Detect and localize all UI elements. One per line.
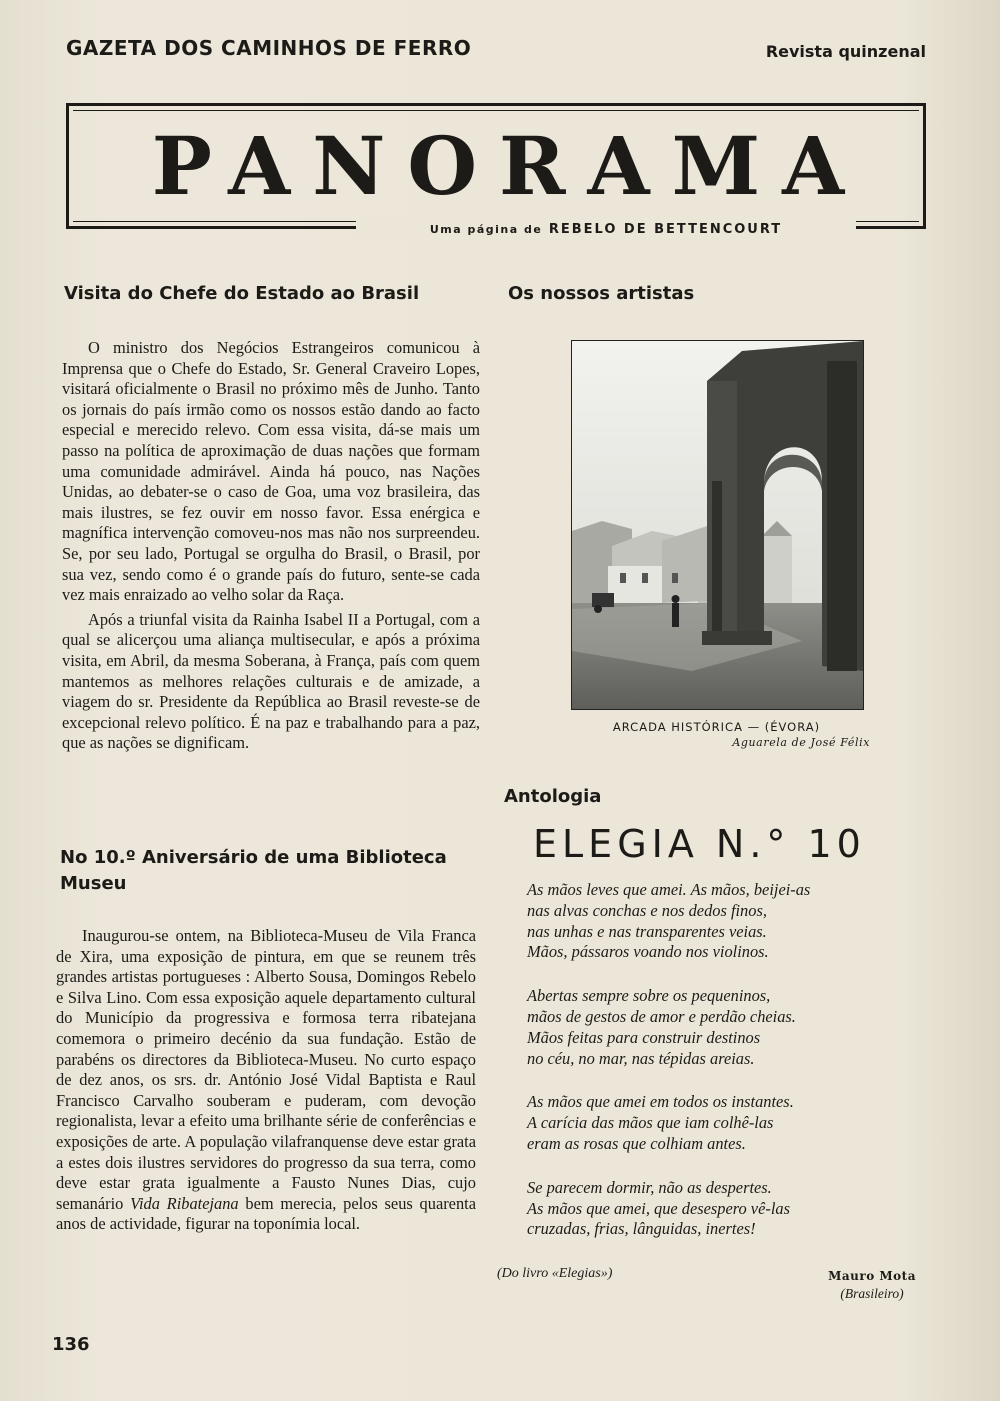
artists-heading: Os nossos artistas xyxy=(508,283,695,304)
poem-line: Mãos, pássaros voando nos violinos. xyxy=(527,942,769,962)
paragraph-text: Inaugurou-se ontem, na Biblioteca-Museu de Vila Franca de Xira, uma exposição de pintura, em que se reunem três grandes artistas portugueses : Alberto Sousa, Domingos Rebelo e Silva Lino. Com essa exposição aquele departamento cultural do Município da progressiva e formosa terra ribatejana comemora o primeiro decénio da sua fundação. Estão de parabéns os directores da Biblioteca-Museu. No curto espaço de dez anos, os srs. dr. António José Vidal Baptista e Raul Francisco Carvalho souberam e puderam, com devoção regionalista, levar a efeito uma brilhante série de conferências e exposições de arte. A população vilafranquense deve estar grata a estes dois ilustres servidores do progresso da sua terra, como deve estar grata igualmente a Fausto Nunes Dias, cujo semanário xyxy=(56,926,476,1213)
poem-line: mãos de gestos de amor e perdão cheias. xyxy=(527,1006,796,1026)
article-body-library xyxy=(56,926,476,1235)
poem-stanza xyxy=(527,880,907,963)
poem-line: Abertas sempre sobre os pequeninos, xyxy=(527,986,771,1006)
masthead-byline-rule xyxy=(70,220,926,240)
poem-line: nas alvas conchas e nos dedos finos, xyxy=(527,900,767,920)
article-paragraph xyxy=(56,926,476,1235)
article-paragraph: O ministro dos Negócios Estrangeiros comunicou à Imprensa que o Chefe do Estado, Sr. General Craveiro Lopes, visitará oficialmente o Brasil no próximo mês de Junho. Tanto os jornais do país irmão como os nossos estão dando ao facto especial e merecido relevo. Com essa visita, dá-se mais um passo na política de aproximação de duas nações que formam uma comunidade admirável. Ainda há pouco, nas Nações Unidas, ao debater-se o caso de Goa, uma voz brasileira, das mais ilustres, se fez ouvir em nosso favor. Essa enérgica e magnífica intervenção comoveu-nos mas não nos surpreendeu. Se, por seu lado, Portugal se orgulha do Brasil, o Brasil, por sua vez, sendo como é o grande país do futuro, sente-se cada vez mais enraizado ao velho solar da Raça. xyxy=(62,338,480,605)
poem-line: eram as rosas que colhiam antes. xyxy=(527,1133,746,1153)
poem-stanza xyxy=(527,1178,907,1240)
poem-line: Mãos feitas para construir destinos xyxy=(527,1027,761,1047)
paragraph-text: bem merecia, pelos seus quarenta anos de actividade, figurar na toponímia local. xyxy=(56,1193,476,1234)
byline-prefix: Uma página de xyxy=(429,223,543,236)
poem-line: As mãos que amei em todos os instantes. xyxy=(527,1092,794,1112)
poem-line: As mãos que amei, que desespero vê-las xyxy=(527,1198,790,1218)
byline-author: REBELO DE BETTENCOURT xyxy=(548,222,783,237)
illustration-credit: Aguarela de José Félix xyxy=(732,736,870,749)
poem-author-block xyxy=(828,1268,916,1302)
publication-frequency: Revista quinzenal xyxy=(765,42,926,61)
anthology-heading: Antologia xyxy=(504,786,602,807)
newspaper-title: Vida Ribatejana xyxy=(130,1193,239,1213)
illustration-caption: ARCADA HISTÓRICA — (ÉVORA) xyxy=(612,720,821,734)
poem-line: no céu, no mar, nas tépidas areias. xyxy=(527,1048,755,1068)
poem-author-nationality: (Brasileiro) xyxy=(840,1286,904,1301)
poem-stanza xyxy=(527,1092,907,1154)
poem-title: ELEGIA N.° 10 xyxy=(533,822,866,866)
article-body-visit xyxy=(62,338,480,754)
poem-line: A carícia das mãos que iam colhê-las xyxy=(527,1113,774,1133)
page-number: 136 xyxy=(52,1334,90,1355)
poem-line: cruzadas, frias, lânguidas, inertes! xyxy=(527,1219,756,1239)
poem-line: nas unhas e nas transparentes veias. xyxy=(527,921,767,941)
poem-author: Mauro Mota xyxy=(828,1269,916,1283)
article-heading-visit: Visita do Chefe do Estado ao Brasil xyxy=(64,283,420,304)
article-paragraph: Após a triunfal visita da Rainha Isabel II a Portugal, com a qual se alicerçou uma aliança multisecular, e após a próxima visita, em Abril, da mesma Soberana, à França, país com quem mantemos as melhores relações culturais e de amizade, a viagem do sr. Presidente da República ao Brasil reveste-se de excepcional relevo político. É na paz e trabalhando para a paz, que as nações se dignificam. xyxy=(62,609,480,753)
poem-stanza xyxy=(527,986,907,1069)
masthead-title: PANORAMA xyxy=(151,119,867,213)
poem-line: As mãos leves que amei. As mãos, beijei-as xyxy=(527,880,811,899)
masthead-byline xyxy=(356,220,856,240)
watercolor-illustration xyxy=(571,340,864,710)
poem-body xyxy=(527,880,907,1263)
poem-line: Se parecem dormir, não as despertes. xyxy=(527,1177,772,1197)
article-heading-library-text: No 10.º Aniversário de uma Biblioteca Museu xyxy=(60,847,447,894)
article-heading-library xyxy=(60,845,480,897)
publication-title: GAZETA DOS CAMINHOS DE FERRO xyxy=(66,36,472,60)
poem-source: (Do livro «Elegias») xyxy=(497,1266,613,1281)
